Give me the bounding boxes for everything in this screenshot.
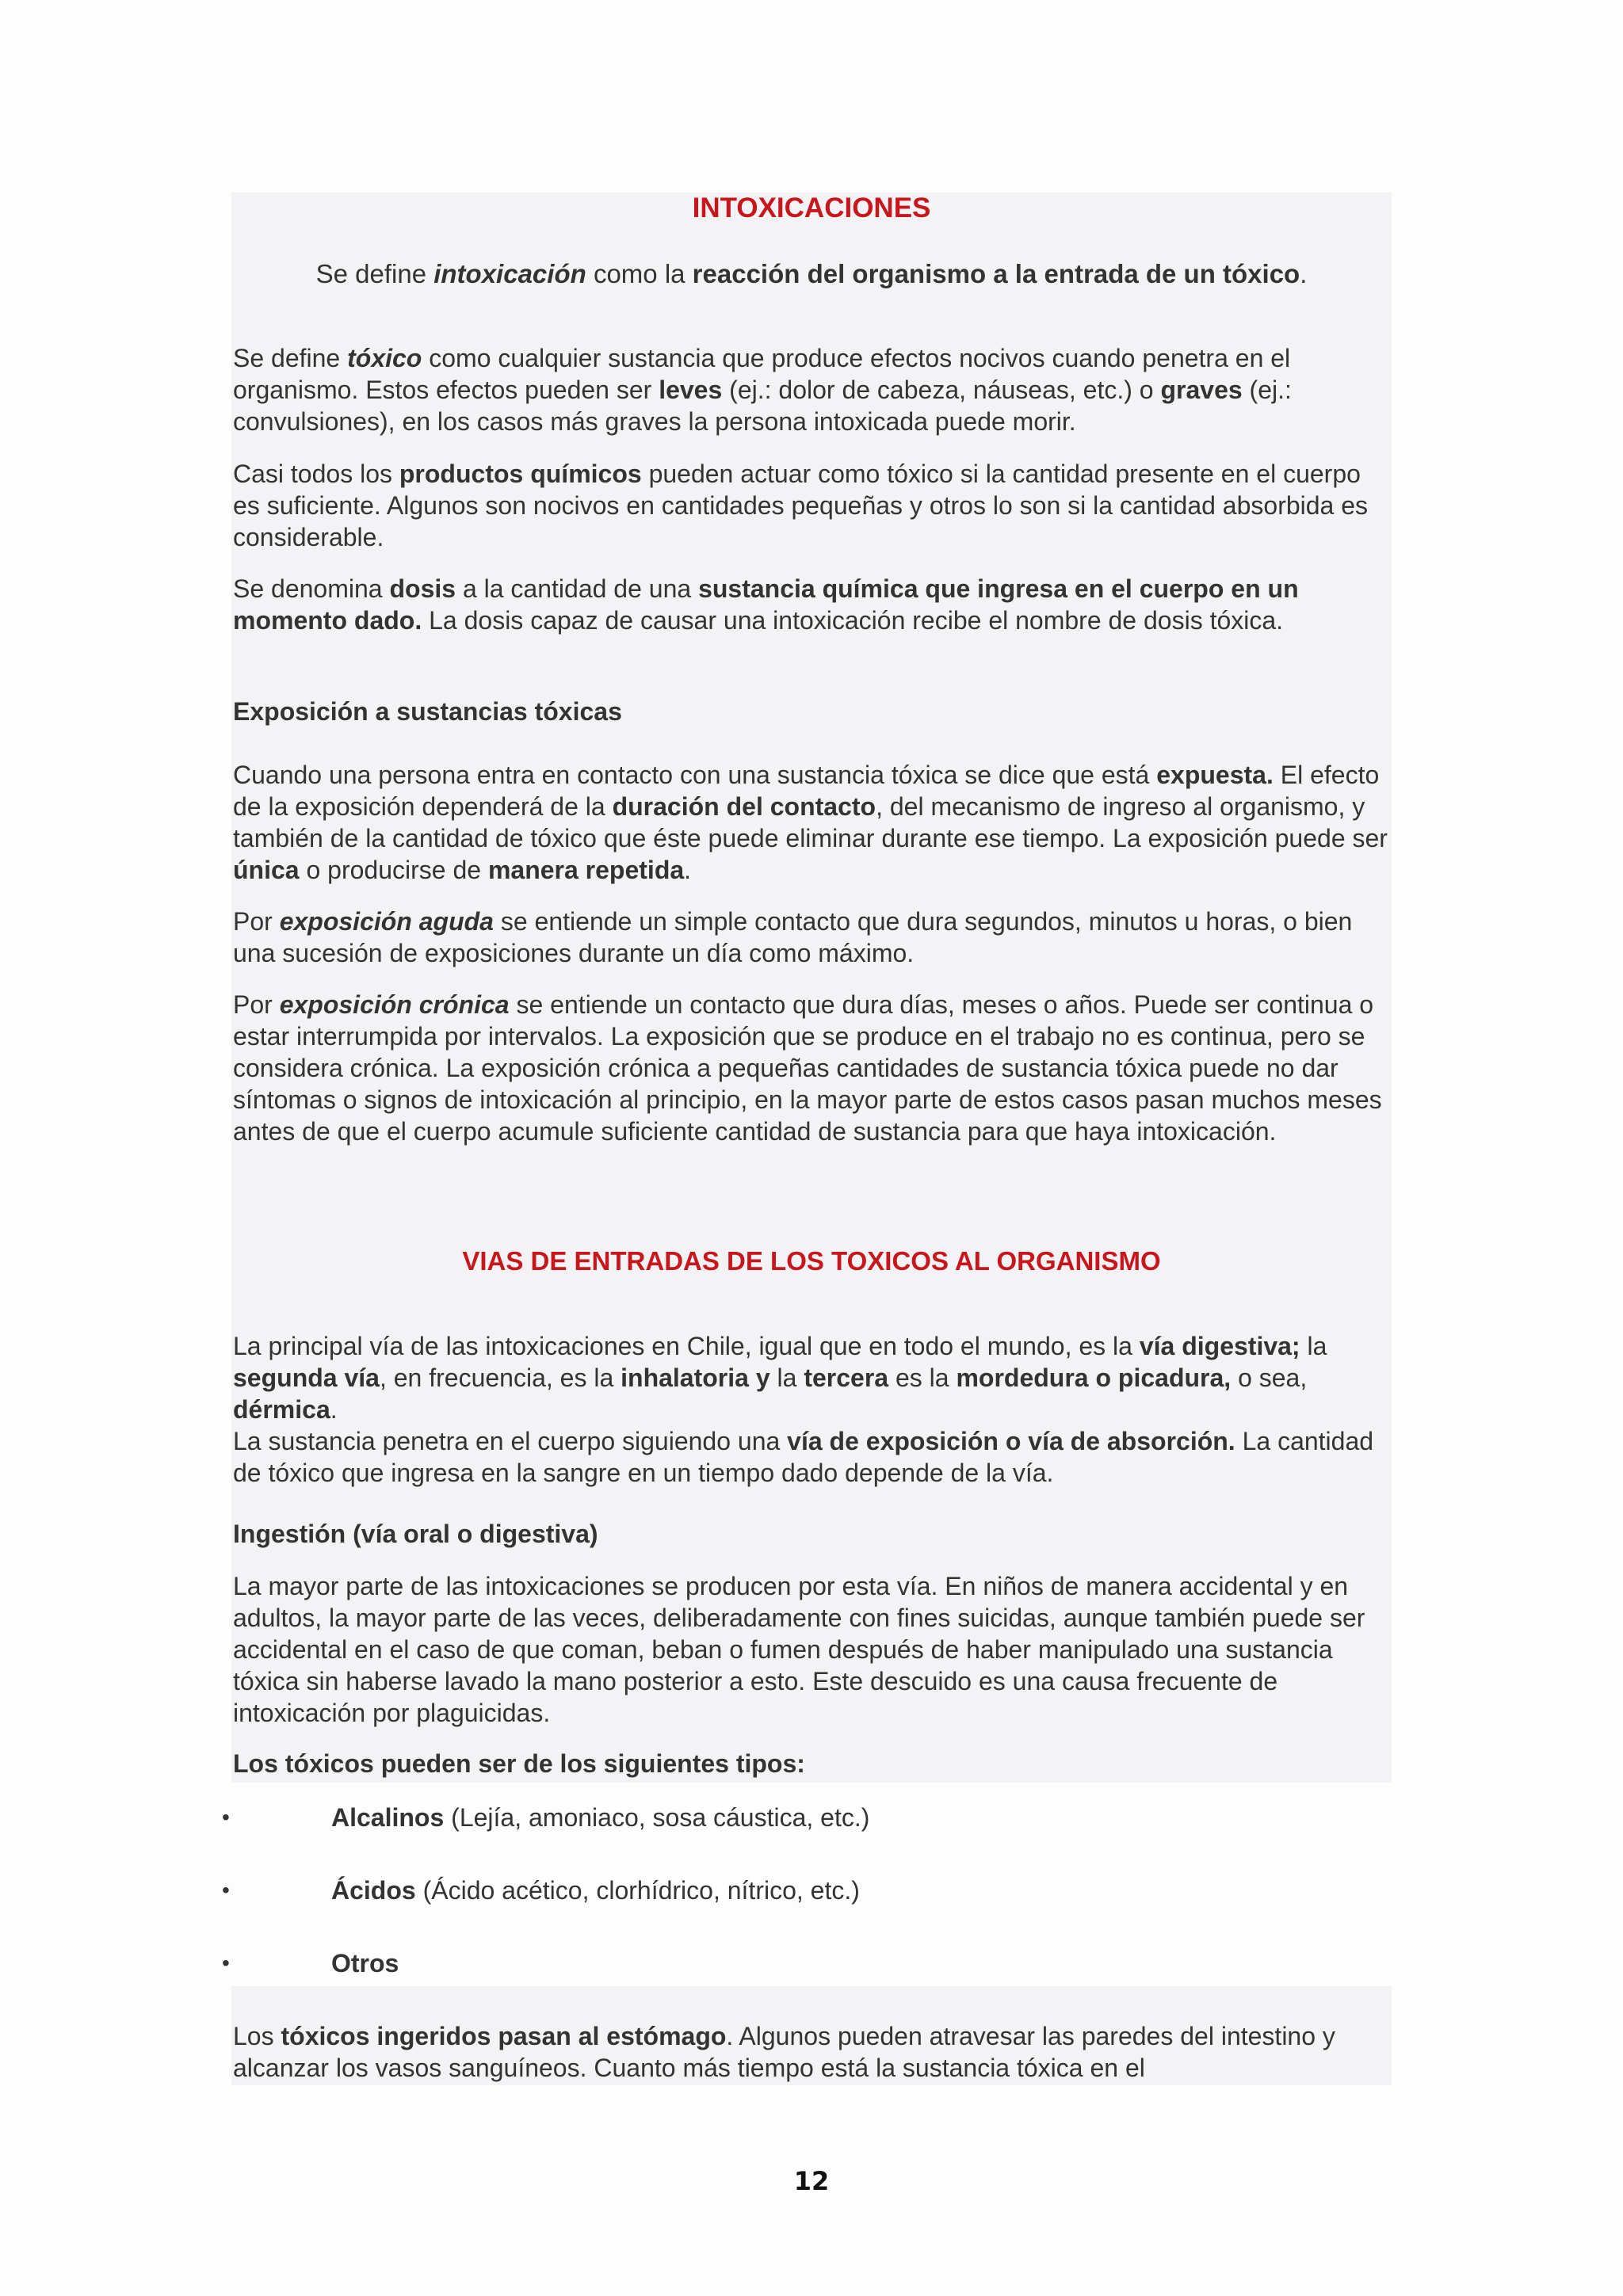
paragraph-toxico: Se define tóxico como cualquier sustancia que produce efectos nocivos cuando penetra en el organismo. Estos efectos pueden ser leves (ej.: dolor de cabeza, náuseas, etc.) o graves (ej.: convulsiones), en los casos más graves la persona intoxicada puede morir. — [233, 344, 1292, 436]
section-title-vias: VIAS DE ENTRADAS DE LOS TOXICOS AL ORGANISMO — [462, 1246, 1161, 1276]
bullet-icon: • — [222, 1805, 230, 1829]
bullet-icon: • — [222, 1951, 230, 1975]
paragraph-exposicion: Cuando una persona entra en contacto con una sustancia tóxica se dice que está expuesta. El efecto de la exposición dependerá de la duración del contacto, del mecanismo de ingreso al organismo, y también de la cantidad de tóxico que éste puede eliminar durante ese tiempo. La exposición puede ser única o producirse de manera repetida. — [233, 761, 1388, 884]
paragraph-exposicion-aguda: Por exposición aguda se entiende un simple contacto que dura segundos, minutos u horas, o bien una sucesión de exposiciones durante un día como máximo. — [233, 907, 1353, 967]
paragraph-dosis: Se denomina dosis a la cantidad de una sustancia química que ingresa en el cuerpo en un momento dado. La dosis capaz de causar una intoxicación recibe el nombre de dosis tóxica. — [233, 574, 1299, 635]
bullet-icon: • — [222, 1878, 230, 1902]
heading-tipos: Los tóxicos pueden ser de los siguientes tipos: — [233, 1749, 805, 1778]
paragraph-exposicion-cronica: Por exposición crónica se entiende un contacto que dura días, meses o años. Puede ser continua o estar interrumpida por intervalos. La exposición que se produce en el trabajo no es continua, pero se considera crónica. La exposición crónica a pequeñas cantidades de sustancia tóxica puede no dar síntomas o signos de intoxicación al principio, en la mayor parte de estos casos pasan muchos meses antes de que el cuerpo acumule suficiente cantidad de sustancia para que haya intoxicación. — [233, 990, 1382, 1146]
page-title: INTOXICACIONES — [692, 193, 931, 223]
paragraph-ingestion: La mayor parte de las intoxicaciones se producen por esta vía. En niños de manera accidental y en adultos, la mayor parte de las veces, deliberadamente con fines suicidas, aunque también puede ser accidental en el caso de que coman, beban o fumen después de haber manipulado una sustancia tóxica sin haberse lavado la mano posterior a esto. Este descuido es una causa frecuente de intoxicación por plaguicidas. — [233, 1572, 1365, 1727]
definition-intoxicacion: Se define intoxicación como la reacción del organismo a la entrada de un tóxico. — [315, 259, 1308, 288]
heading-ingestion: Ingestión (vía oral o digestiva) — [233, 1520, 598, 1548]
paragraph-toxicos-ingeridos: Los tóxicos ingeridos pasan al estómago. Algunos pueden atravesar las paredes del intestino y alcanzar los vasos sanguíneos. Cuanto más tiempo está la sustancia tóxica en el — [233, 2022, 1335, 2082]
paragraph-vias: La principal vía de las intoxicaciones en Chile, igual que en todo el mundo, es la vía digestiva; la segunda vía, en frecuencia, es la inhalatoria y la tercera es la mordedura o picadura, o sea, dérmica. La sustancia penetra en el cuerpo siguiendo una vía de exposición o vía de absorción. La cantidad de tóxico que ingresa en la sangre en un tiempo dado depende de la vía. — [233, 1332, 1374, 1487]
heading-exposicion: Exposición a sustancias tóxicas — [233, 697, 622, 726]
page-number: 12 — [793, 2166, 830, 2196]
paragraph-productos-quimicos: Casi todos los productos químicos pueden actuar como tóxico si la cantidad presente en el cuerpo es suficiente. Algunos son nocivos en cantidades pequeñas y otros lo son si la cantidad absorbida es considerable. — [233, 460, 1369, 551]
